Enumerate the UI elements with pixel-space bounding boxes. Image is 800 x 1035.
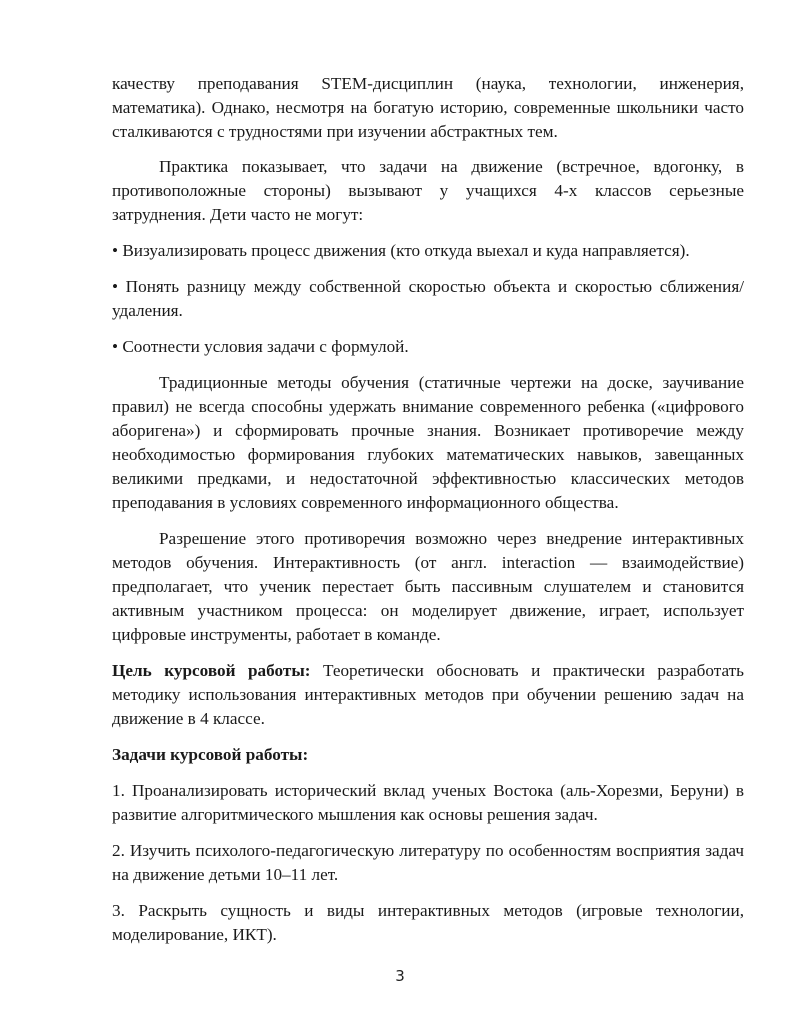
task-item-3: 3. Раскрыть сущность и виды интерактивных методов (игровые технологии, моделирование, ИКТ). [112, 901, 744, 944]
goal-label: Цель курсовой работы: [112, 661, 311, 680]
paragraph-interactive-methods: Разрешение этого противоречия возможно через внедрение интерактивных методов обучения. Интерактивность (от англ. interaction — взаимодействие) предполагает, что ученик перестает быть пассивным слушателем и становится активным участником процесса: он моделирует движение, играет, использует цифровые инструменты, работает в команде. [112, 529, 744, 644]
goal-text: Теоретически обосновать и практически разработать методику использования интерактивных методов при обучении решению задач на движение в 4 классе. [112, 661, 745, 728]
task-item-2: 2. Изучить психолого-педагогическую литературу по особенностям восприятия задач на движение детьми 10–11 лет. [112, 841, 744, 884]
paragraph-goal [112, 659, 744, 731]
bullet-item-formula: • Соотнести условия задачи с формулой. [112, 337, 409, 356]
bullet-item-visualize: • Визуализировать процесс движения (кто откуда выехал и куда направляется). [112, 241, 690, 260]
bullet-item-speed-difference: • Понять разницу между собственной скоростью объекта и скоростью сближения/удаления. [112, 277, 744, 320]
paragraph-intro-continuation: качеству преподавания STEM-дисциплин (наука, технологии, инженерия, математика). Однако, несмотря на богатую историю, современные школьники часто сталкиваются с трудностями при изучении абстрактных тем. [112, 74, 744, 141]
page-number: 3 [395, 967, 405, 985]
document-body [112, 72, 744, 959]
tasks-heading-text: Задачи курсовой работы: [112, 745, 309, 764]
paragraph-practice: Практика показывает, что задачи на движение (встречное, вдогонку, в противоположные стороны) вызывают у учащихся 4-х классов серьезные затруднения. Дети часто не могут: [112, 157, 744, 224]
tasks-heading [112, 743, 744, 767]
paragraph-traditional-methods: Традиционные методы обучения (статичные чертежи на доске, заучивание правил) не всегда способны удержать внимание современного ребенка («цифрового аборигена») и сформировать прочные знания. Возникает противоречие между необходимостью формирования глубоких математических навыков, завещанных великими предками, и недостаточной эффективностью классических методов преподавания в условиях современного информационного общества. [112, 373, 744, 512]
task-item-1: 1. Проанализировать исторический вклад ученых Востока (аль-Хорезми, Беруни) в развитие алгоритмического мышления как основы решения задач. [112, 781, 744, 824]
